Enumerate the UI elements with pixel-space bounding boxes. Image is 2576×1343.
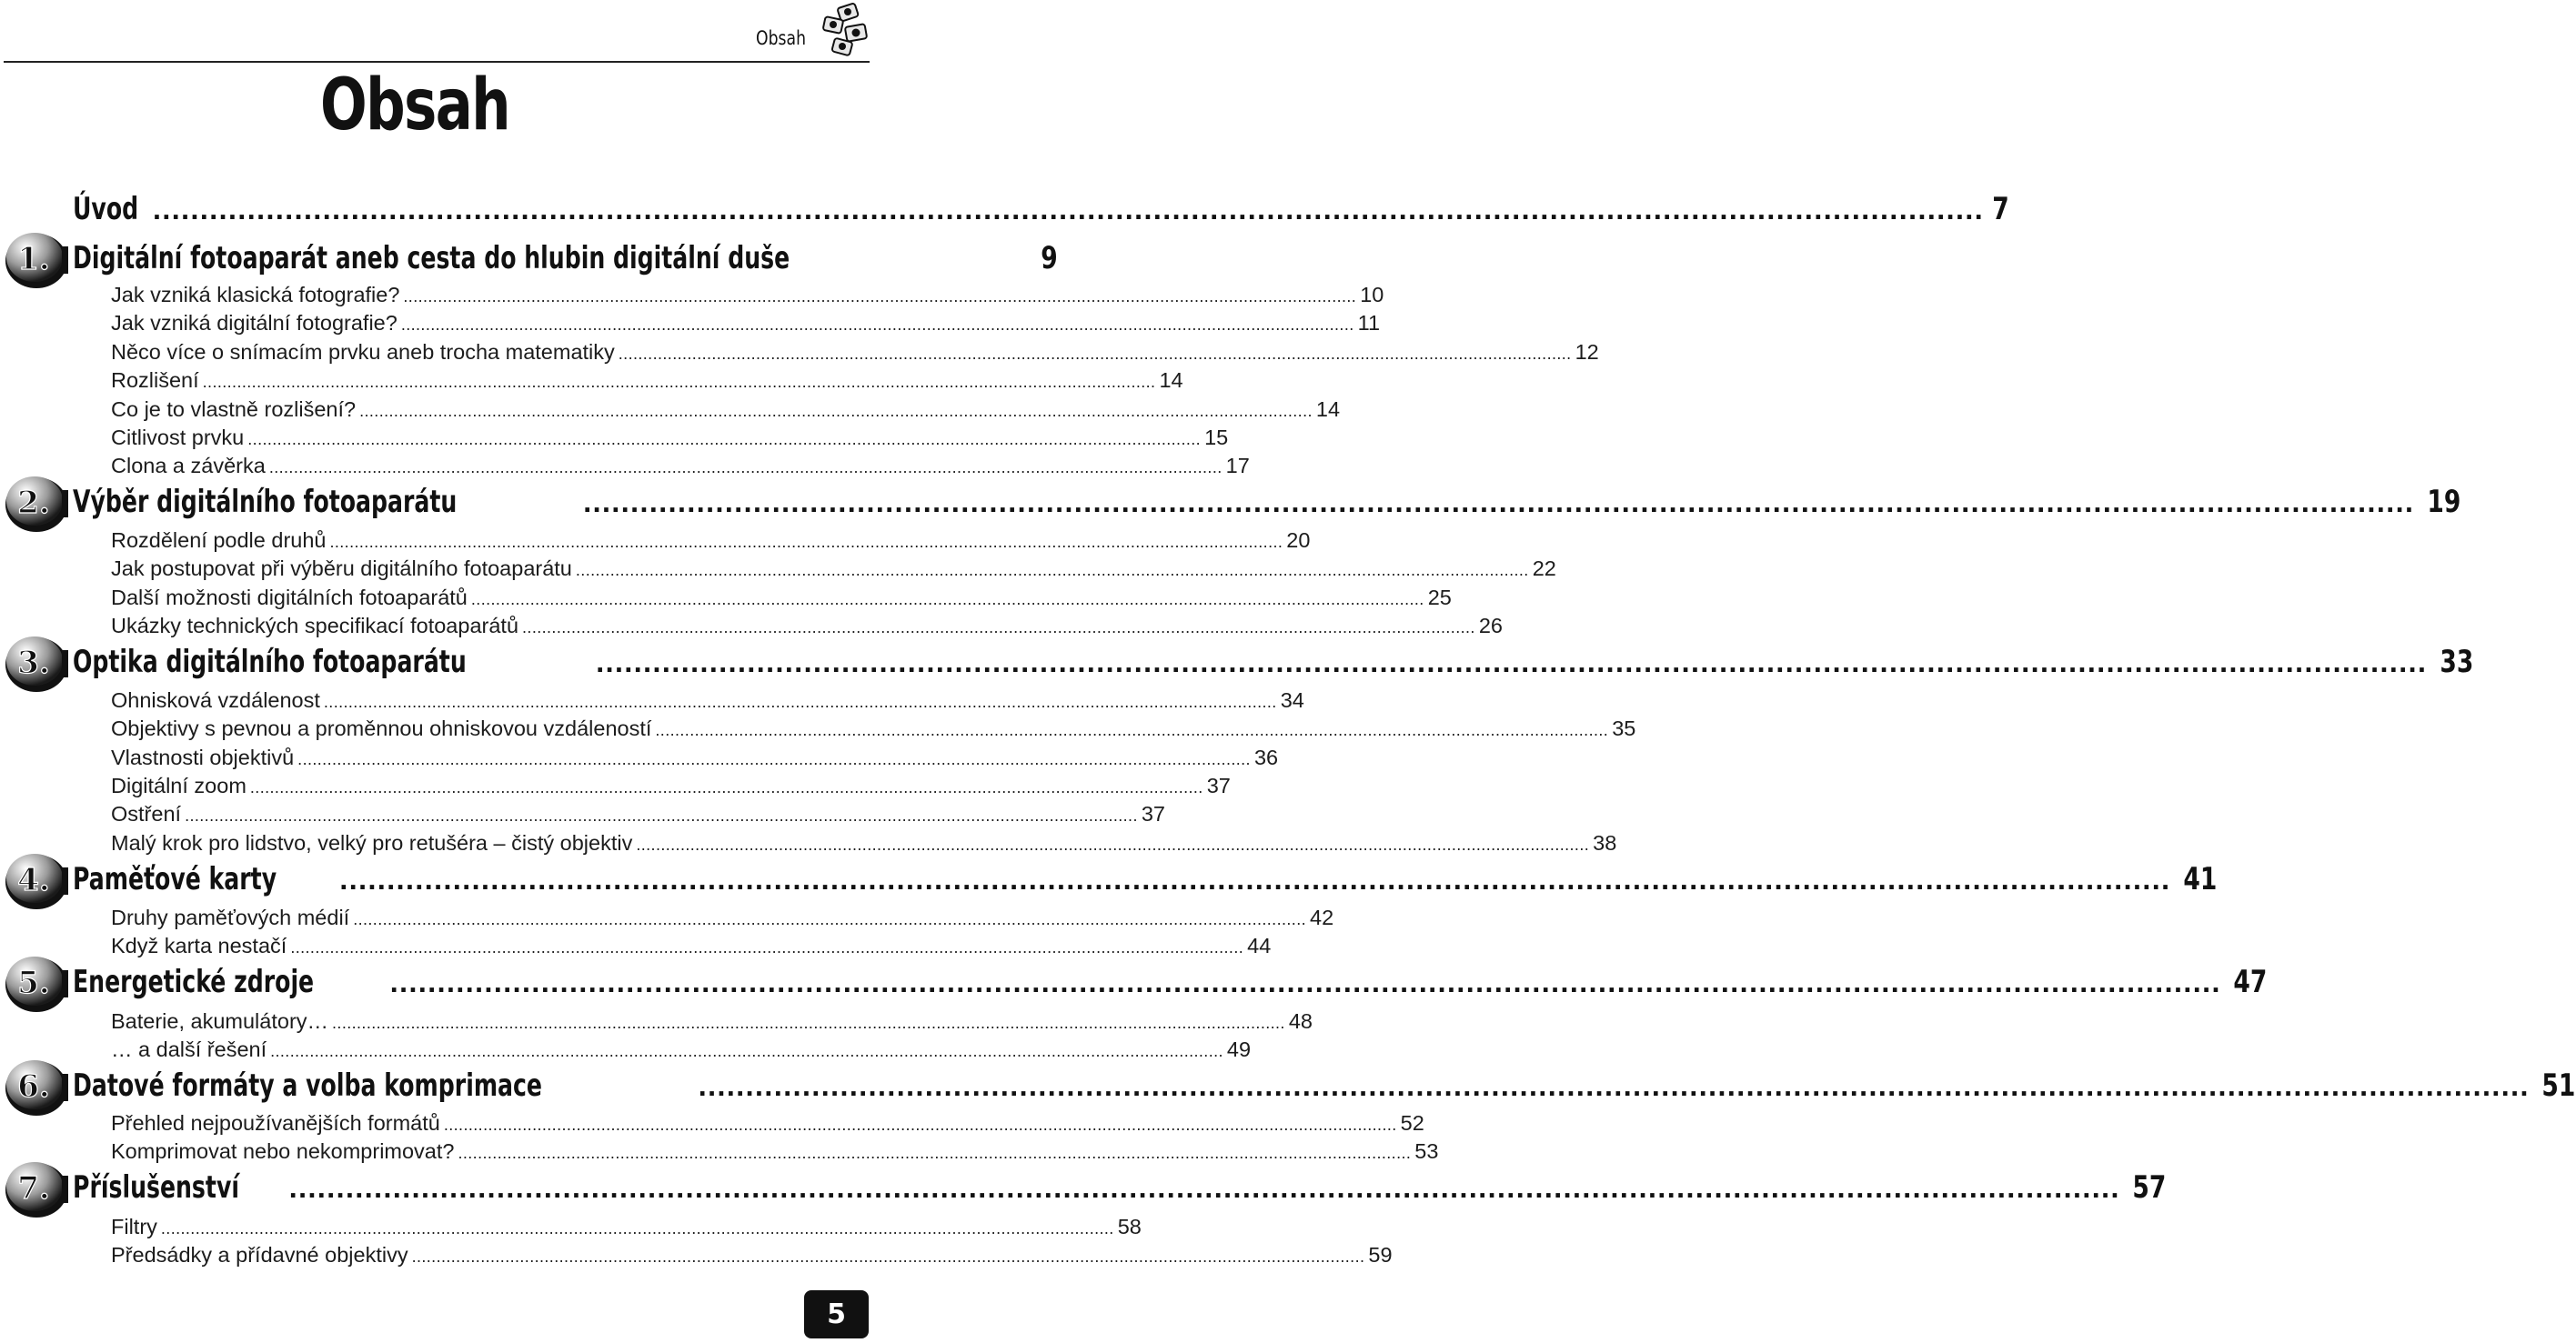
chapter-title: Úvod [73, 191, 139, 227]
chapter-title: Výběr digitálního fotoaparátu [73, 484, 458, 520]
chapter-number: 5. [17, 965, 50, 1001]
chapter-title: Digitální fotoaparát aneb cesta do hlubin digitální duše [73, 240, 790, 276]
section-title: Jak vzniká klasická fotografie? [111, 283, 400, 306]
dot-leader [522, 614, 1475, 642]
toc-section-row[interactable] [111, 452, 1250, 480]
dot-leader [359, 397, 1313, 426]
chapter-title: Paměťové karty [73, 861, 277, 897]
toc-chapter-row[interactable] [73, 643, 2474, 681]
page-ref: 49 [1226, 1037, 1252, 1061]
toc-chapter-row[interactable] [73, 239, 1058, 277]
dot-leader [270, 1037, 1223, 1066]
dot-leader [152, 193, 1983, 231]
dot-leader [619, 340, 1572, 368]
toc-section-row[interactable] [111, 772, 1231, 800]
toc-section-row[interactable] [111, 715, 1636, 743]
page-ref: 14 [1159, 368, 1183, 392]
chapter-number: 7. [17, 1170, 50, 1207]
toc-section-row[interactable] [111, 800, 1165, 828]
section-title: Co je to vlastně rozlišení? [111, 397, 357, 421]
dot-leader [185, 802, 1138, 830]
chapter-title: Datové formáty a volba komprimace [73, 1067, 542, 1104]
section-title: Jak postupovat při výběru digitálního fotoaparátu [111, 556, 572, 580]
dot-leader [250, 774, 1203, 802]
section-title: Filtry [111, 1215, 157, 1238]
section-title: Přehled nejpoužívanějších formátů [111, 1111, 440, 1135]
page-ref: 33 [2440, 644, 2474, 680]
dot-leader [471, 586, 1424, 614]
page-ref: 19 [2427, 484, 2461, 520]
toc-section-row[interactable] [111, 829, 1617, 857]
page-ref: 48 [1288, 1009, 1313, 1033]
page-ref: 38 [1593, 831, 1617, 855]
section-title: Když karta nestačí [111, 934, 287, 957]
header-label: Obsah [756, 27, 806, 49]
toc-section-row[interactable] [111, 1138, 1439, 1166]
section-title: Clona a závěrka [111, 454, 266, 477]
page-ref: 10 [1360, 283, 1384, 306]
dot-leader [583, 486, 2414, 524]
page-number: 5 [804, 1290, 869, 1338]
toc-chapter-row[interactable] [73, 1067, 2576, 1105]
page-ref: 25 [1427, 586, 1452, 609]
dot-leader [576, 556, 1529, 585]
dot-leader [288, 1171, 2119, 1209]
page-ref: 15 [1204, 426, 1229, 449]
dot-leader [203, 368, 1156, 396]
dot-leader [412, 1243, 1365, 1271]
chapter-number: 6. [17, 1068, 50, 1105]
dot-leader [353, 906, 1306, 934]
page-ref: 20 [1286, 528, 1311, 552]
section-title: Něco více o snímacím prvku aneb trocha matematiky [111, 340, 615, 364]
toc-section-row[interactable] [111, 612, 1503, 640]
chapter-number: 3. [17, 645, 50, 681]
dot-leader [403, 283, 1356, 311]
page-ref: 22 [1532, 556, 1556, 580]
page-ref: 57 [2132, 1169, 2167, 1206]
chapter-number: 2. [17, 485, 50, 521]
toc-section-row[interactable] [111, 1109, 1424, 1138]
dot-leader [444, 1111, 1397, 1139]
section-title: Rozdělení podle druhů [111, 528, 327, 552]
toc-section-row[interactable] [111, 338, 1599, 366]
chapter-title: Optika digitálního fotoaparátu [73, 644, 467, 680]
toc-section-row[interactable] [111, 1007, 1313, 1036]
dot-leader [339, 863, 2170, 901]
toc-section-row[interactable] [111, 281, 1384, 309]
dot-leader [655, 717, 1608, 745]
page-ref: 12 [1575, 340, 1599, 364]
page-ref: 53 [1414, 1139, 1439, 1163]
section-title: Ukázky technických specifikací fotoaparátů [111, 614, 519, 637]
section-title: Ostření [111, 802, 182, 826]
chapter-number-badge [4, 470, 69, 534]
dot-leader [389, 966, 2220, 1004]
toc-section-row[interactable] [111, 1213, 1142, 1241]
toc-section-row[interactable] [111, 744, 1279, 772]
page-ref: 41 [2183, 861, 2218, 897]
toc-section-row[interactable] [111, 526, 1311, 555]
page-ref: 51 [2541, 1067, 2576, 1104]
dot-leader [269, 454, 1223, 482]
dot-leader [636, 831, 1589, 859]
dot-leader [324, 688, 1277, 717]
page-ref: 52 [1400, 1111, 1424, 1135]
toc-chapter-row[interactable] [73, 483, 2461, 521]
chapter-number: 1. [17, 241, 50, 277]
section-title: Komprimovat nebo nekomprimovat? [111, 1139, 455, 1163]
dot-leader [290, 934, 1243, 962]
section-title: Malý krok pro lidstvo, velký pro retušéra – čistý objektiv [111, 831, 633, 855]
toc-section-row[interactable] [111, 932, 1272, 960]
toc-chapter-row[interactable] [73, 860, 2218, 898]
toc-section-row[interactable] [111, 687, 1304, 715]
chapter-number-badge [4, 226, 69, 290]
dot-leader [297, 746, 1251, 774]
dot-leader [596, 646, 2427, 684]
page-ref: 17 [1225, 454, 1250, 477]
page-ref: 47 [2233, 964, 2268, 1000]
page-ref: 14 [1315, 397, 1341, 421]
chapter-title: Příslušenství [73, 1169, 239, 1206]
section-title: Digitální zoom [111, 774, 247, 797]
dot-leader [329, 528, 1283, 556]
toc-section-row[interactable] [111, 1241, 1393, 1269]
section-title: Citlivost prvku [111, 426, 245, 449]
toc-section-row[interactable] [111, 555, 1556, 583]
chapter-number-badge [4, 847, 69, 911]
section-title: Vlastnosti objektivů [111, 746, 295, 769]
section-title: Baterie, akumulátory… [111, 1009, 329, 1033]
section-title: Rozlišení [111, 368, 199, 392]
chapter-number-badge [4, 630, 69, 694]
dot-leader [332, 1009, 1285, 1037]
page-ref: 35 [1612, 717, 1636, 740]
dot-leader [401, 311, 1354, 339]
toc-section-row[interactable] [111, 904, 1334, 932]
page-ref: 42 [1310, 906, 1334, 929]
chapter-title: Energetické zdroje [73, 964, 315, 1000]
chapter-number-badge [4, 950, 69, 1014]
page-ref: 36 [1253, 746, 1279, 769]
page-ref: 34 [1280, 688, 1304, 712]
page-title: Obsah [320, 65, 510, 146]
toc-chapter-row[interactable] [73, 190, 2009, 228]
page-ref: 37 [1141, 802, 1165, 826]
section-title: Druhy paměťových médií [111, 906, 350, 929]
toc-section-row[interactable] [111, 424, 1229, 452]
chapter-number: 4. [17, 862, 50, 898]
page-ref: 59 [1368, 1243, 1393, 1267]
page-ref: 58 [1117, 1215, 1142, 1238]
toc-section-row[interactable] [111, 584, 1452, 612]
section-title: Další možnosti digitálních fotoaparátů [111, 586, 468, 609]
toc-section-row[interactable] [111, 366, 1183, 395]
section-title: Jak vzniká digitální fotografie? [111, 311, 397, 335]
chapter-number-badge [4, 1156, 69, 1219]
page-ref: 44 [1247, 934, 1272, 957]
page-ref: 11 [1357, 311, 1381, 335]
section-title: Ohnisková vzdálenost [111, 688, 320, 712]
toc-section-row[interactable] [111, 396, 1341, 424]
section-title: … a další řešení [111, 1037, 267, 1061]
dot-leader [458, 1139, 1411, 1168]
toc-section-row[interactable] [111, 309, 1381, 337]
section-title: Objektivy s pevnou a proměnnou ohniskovou vzdáleností [111, 717, 652, 740]
toc-chapter-row[interactable] [73, 963, 2268, 1001]
page-ref: 26 [1478, 614, 1503, 637]
dot-leader [161, 1215, 1114, 1243]
page-ref: 7 [1991, 191, 2009, 227]
dot-leader [698, 1069, 2529, 1107]
dot-leader [247, 426, 1201, 454]
section-title: Předsádky a přídavné objektivy [111, 1243, 408, 1267]
chapter-number-badge [4, 1054, 69, 1117]
page-ref: 9 [1041, 240, 1058, 276]
toc-chapter-row[interactable] [73, 1168, 2167, 1207]
page-ref: 37 [1206, 774, 1231, 797]
toc-section-row[interactable] [111, 1036, 1252, 1064]
